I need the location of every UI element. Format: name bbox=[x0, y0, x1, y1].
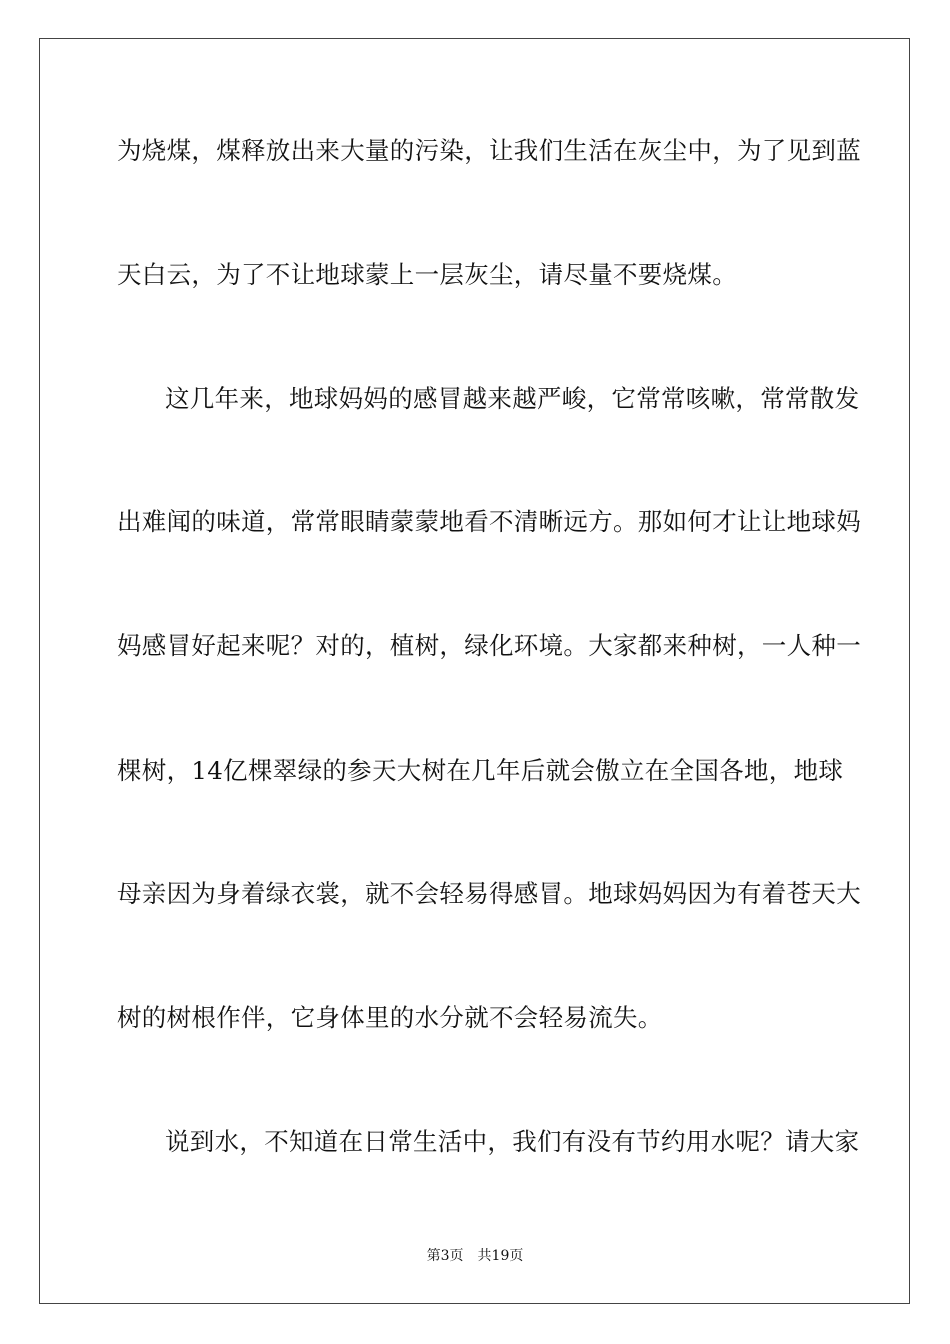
body-line-5: 妈感冒好起来呢？对的，植树，绿化环境。大家都来种树，一人种一 bbox=[117, 631, 861, 660]
body-line-3: 这几年来，地球妈妈的感冒越来越严峻，它常常咳嗽，常常散发 bbox=[165, 384, 860, 413]
body-line-4: 出难闻的味道，常常眼睛蒙蒙地看不清晰远方。那如何才让让地球妈 bbox=[117, 507, 861, 536]
page-total: 共19页 bbox=[477, 1248, 524, 1264]
body-line-7: 母亲因为身着绿衣裳，就不会轻易得感冒。地球妈妈因为有着苍天大 bbox=[117, 879, 861, 908]
body-line-2: 天白云，为了不让地球蒙上一层灰尘，请尽量不要烧煤。 bbox=[117, 260, 737, 289]
body-line-9: 说到水，不知道在日常生活中，我们有没有节约用水呢？请大家 bbox=[165, 1127, 860, 1156]
body-line-8: 树的树根作伴，它身体里的水分就不会轻易流失。 bbox=[117, 1003, 663, 1032]
body-line-1: 为烧煤，煤释放出来大量的污染，让我们生活在灰尘中，为了见到蓝 bbox=[117, 136, 861, 165]
page-border bbox=[39, 38, 910, 1304]
page-number: 第3页 bbox=[426, 1248, 464, 1264]
page-footer bbox=[0, 1246, 950, 1266]
body-line-6: 棵树，14亿棵翠绿的参天大树在几年后就会傲立在全国各地，地球 bbox=[117, 756, 844, 785]
